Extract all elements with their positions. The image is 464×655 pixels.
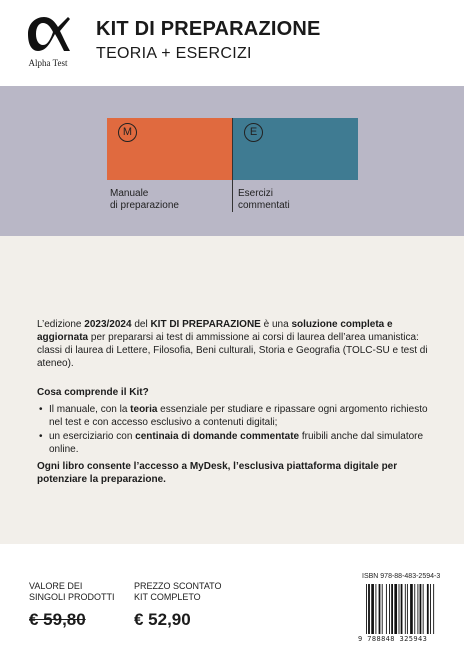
alpha-test-logo [22, 14, 74, 72]
page-title: KIT DI PREPARAZIONE [96, 18, 321, 40]
intro-text: è una [260, 319, 292, 330]
single-products-label [29, 581, 115, 603]
intro-text: L’edizione [37, 319, 85, 330]
kit-name: KIT DI PREPARAZIONE [150, 319, 261, 330]
barcode-digits: 9 788848 325943 [358, 635, 428, 643]
price-footer [0, 544, 464, 655]
label-line: KIT COMPLETO [134, 592, 201, 602]
contents-list [37, 403, 437, 456]
list-highlight: teoria [130, 404, 158, 415]
contents-question: Cosa comprende il Kit? [37, 387, 149, 398]
closing-paragraph: Ogni libro consente l’accesso a MyDesk, l’esclusiva piattaforma digitale per potenziare la preparazione. [37, 461, 398, 485]
product-band [0, 86, 464, 236]
kit-components-panel [107, 118, 358, 212]
page-subtitle: TEORIA + ESERCIZI [96, 45, 252, 62]
list-item [37, 430, 437, 456]
panel-divider [232, 118, 233, 212]
label-line: VALORE DEI [29, 581, 83, 591]
header [0, 0, 464, 86]
list-text: un eserciziario con [49, 431, 136, 442]
original-price: € 59,80 [29, 610, 86, 629]
list-text: fruibili anche dal simulatore online. [49, 431, 424, 455]
discounted-price: € 52,90 [134, 610, 191, 629]
exercises-label [238, 188, 290, 212]
list-text: essenziale per studiare e ripassare ogni argomento richiesto nel test e con accesso esclusivo a contenuti digitali; [49, 404, 428, 428]
intro-text: del [131, 319, 151, 330]
manual-badge-icon: M [118, 123, 137, 142]
manual-block [107, 118, 232, 180]
isbn-label: ISBN 978-88-483-2594-3 [362, 573, 441, 580]
exercises-label-line2: commentati [238, 200, 290, 211]
description [37, 318, 437, 486]
logo-text: Alpha Test [28, 58, 68, 68]
barcode-icon [366, 584, 438, 634]
alpha-logo-icon [24, 14, 70, 54]
manual-label-line1: Manuale [110, 188, 149, 199]
kit-highlight: soluzione completa e aggiornata [37, 319, 393, 343]
label-line: PREZZO SCONTATO [134, 581, 222, 591]
manual-label [110, 188, 179, 212]
exercises-label-line1: Esercizi [238, 188, 274, 199]
exercises-badge-icon: E [244, 123, 263, 142]
kit-price-label [134, 581, 222, 603]
list-item [37, 403, 437, 429]
intro-paragraph [37, 318, 437, 370]
exercises-block [233, 118, 358, 180]
intro-text: per prepararsi ai test di ammissione ai corsi di laurea dell’area umanistica: classi di laurea di Lettere, Filosofia, Beni culturali, Storia e Geografia (TOLC-SU e test di ateneo). [37, 332, 428, 369]
edition-year: 2023/2024 [84, 319, 132, 330]
list-text: Il manuale, con la [49, 404, 131, 415]
list-highlight: centinaia di domande commentate [135, 431, 300, 442]
label-line: SINGOLI PRODOTTI [29, 592, 115, 602]
manual-label-line2: di preparazione [110, 200, 179, 211]
